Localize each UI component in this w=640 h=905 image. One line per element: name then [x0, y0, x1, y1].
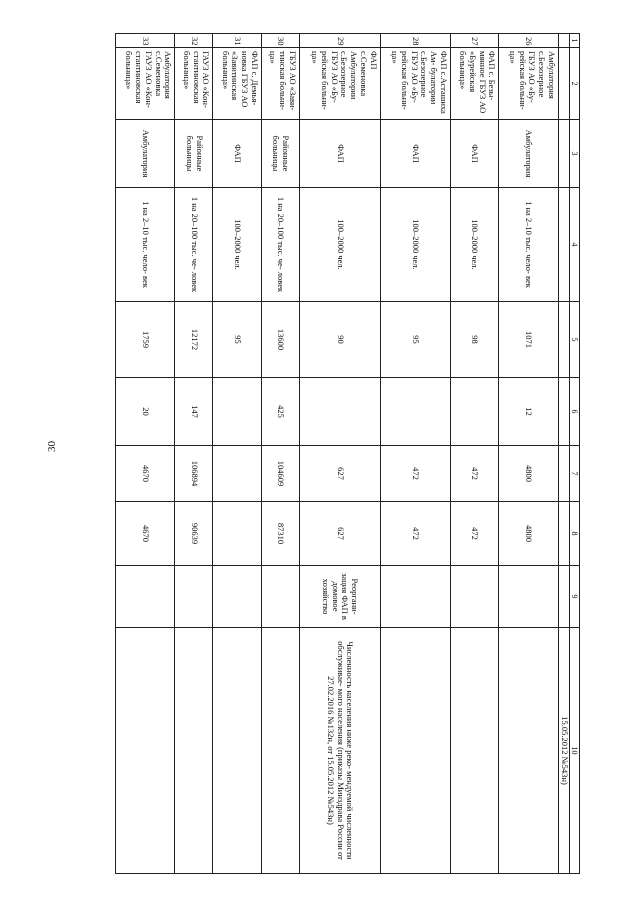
- value-col9: [450, 566, 499, 628]
- value-col8: 472: [380, 502, 450, 566]
- facility-norm: 1 на 20–100 тыс. че- ловек: [175, 188, 213, 302]
- col-header-10: 10: [569, 628, 579, 874]
- row-number: 31: [213, 34, 262, 48]
- col-header-9: 9: [569, 566, 579, 628]
- continuation-row: [558, 34, 569, 874]
- facility-type: Районные больницы: [261, 120, 299, 188]
- value-col7: 472: [450, 446, 499, 502]
- value-col5: 98: [450, 302, 499, 378]
- value-col9: [116, 566, 175, 628]
- value-col8: 627: [299, 502, 380, 566]
- row-number: 28: [380, 34, 450, 48]
- value-col5: 1759: [116, 302, 175, 378]
- facility-name: ГБУЗ АО «Зави- тинская больни- ца»: [261, 48, 299, 120]
- facility-name: Амбулатория с.Безозерное ГБУЗ АО «Бу- рейская больни- ца»: [499, 48, 558, 120]
- facility-name: ФАП с.Семеновка Амбулатории с.Безозерное ГБУЗ АО «Бу- рейская больни- ца»: [299, 48, 380, 120]
- facility-type: Районные больницы: [175, 120, 213, 188]
- col-header-3: 3: [569, 120, 579, 188]
- value-col10: [116, 628, 175, 874]
- value-col10: [450, 628, 499, 874]
- facility-norm: 100–2000 чел.: [213, 188, 262, 302]
- table-row: [213, 34, 262, 874]
- value-col6: 425: [261, 378, 299, 446]
- col-header-6: 6: [569, 378, 579, 446]
- value-col10: [213, 628, 262, 874]
- facility-norm: 100–2000 чел.: [450, 188, 499, 302]
- value-col7: 627: [299, 446, 380, 502]
- facility-type: ФАП: [380, 120, 450, 188]
- value-col8: 90639: [175, 502, 213, 566]
- value-col10: [261, 628, 299, 874]
- value-col7: 104609: [261, 446, 299, 502]
- facility-type: Амбулатория: [116, 120, 175, 188]
- value-col10: [499, 628, 558, 874]
- value-col10: [380, 628, 450, 874]
- facility-norm: 100–2000 чел.: [380, 188, 450, 302]
- facility-name: ФАП с.Асташиха Ам- булатории с.Безозерное ГБУЗ АО «Бу- рейская больни- ца»: [380, 48, 450, 120]
- value-col8: [213, 502, 262, 566]
- table-row: [380, 34, 450, 874]
- value-col7: 4800: [499, 446, 558, 502]
- value-col7: 106894: [175, 446, 213, 502]
- facility-name: ГАУЗ АО «Кон- стантиновская больница»: [175, 48, 213, 120]
- value-col6: [450, 378, 499, 446]
- value-col7: 472: [380, 446, 450, 502]
- value-col9: Реоргани- зация ФАП в домовое хозяйство: [299, 566, 380, 628]
- value-col9: [175, 566, 213, 628]
- col-header-8: 8: [569, 502, 579, 566]
- value-col5: 12172: [175, 302, 213, 378]
- row-number: 33: [116, 34, 175, 48]
- facility-name: Амбулатория с.Семеновка ГАУЗ АО «Кон- стантиновская больница»: [116, 48, 175, 120]
- table-row: [499, 34, 558, 874]
- col-header-2: 2: [569, 48, 579, 120]
- table-row: [450, 34, 499, 874]
- value-col6: 147: [175, 378, 213, 446]
- row-number: 27: [450, 34, 499, 48]
- rotated-table-container: [115, 33, 580, 873]
- facility-type: ФАП: [450, 120, 499, 188]
- table-row: [261, 34, 299, 874]
- value-col10: [175, 628, 213, 874]
- value-col6: [380, 378, 450, 446]
- value-col5: 95: [380, 302, 450, 378]
- value-col5: 13600: [261, 302, 299, 378]
- facilities-table: [115, 33, 580, 874]
- facility-type: Амбулатория: [499, 120, 558, 188]
- row-number: 26: [499, 34, 558, 48]
- value-col10: Численность населения ниже реко- мендуемой численности обслуживае- мого населения (приказы Минздрава России от 27.02.2016 №132н, от 15.05.2012 №543н): [299, 628, 380, 874]
- value-col9: [499, 566, 558, 628]
- col-header-7: 7: [569, 446, 579, 502]
- value-col7: [213, 446, 262, 502]
- value-col9: [261, 566, 299, 628]
- column-number-row: [569, 34, 579, 874]
- col-header-1: 1: [569, 34, 579, 48]
- value-col9: [213, 566, 262, 628]
- table-row: [116, 34, 175, 874]
- facility-norm: 100–2000 чел.: [299, 188, 380, 302]
- value-col9: [380, 566, 450, 628]
- value-col8: 87310: [261, 502, 299, 566]
- facility-norm: 1 на 2–10 тыс. чело- век: [116, 188, 175, 302]
- value-col6: 20: [116, 378, 175, 446]
- col-header-4: 4: [569, 188, 579, 302]
- continuation-text: 15.05.2012 №543н): [558, 628, 569, 874]
- page-number: 30: [46, 441, 58, 452]
- col-header-5: 5: [569, 302, 579, 378]
- value-col7: 4670: [116, 446, 175, 502]
- value-col6: [213, 378, 262, 446]
- table-row: [299, 34, 380, 874]
- value-col6: 12: [499, 378, 558, 446]
- value-col8: 4670: [116, 502, 175, 566]
- facility-type: ФАП: [213, 120, 262, 188]
- value-col8: 4800: [499, 502, 558, 566]
- row-number: 29: [299, 34, 380, 48]
- row-number: 32: [175, 34, 213, 48]
- facility-norm: 1 на 20–100 тыс. че- ловек: [261, 188, 299, 302]
- table-row: [175, 34, 213, 874]
- facility-type: ФАП: [299, 120, 380, 188]
- value-col8: 472: [450, 502, 499, 566]
- value-col5: 90: [299, 302, 380, 378]
- facility-name: ФАП с. Демья- новка ГБУЗ АО «Завитинская больница»: [213, 48, 262, 120]
- facility-norm: 1 на 2–10 тыс. чело- век: [499, 188, 558, 302]
- value-col5: 95: [213, 302, 262, 378]
- value-col5: 1071: [499, 302, 558, 378]
- value-col6: [299, 378, 380, 446]
- row-number: 30: [261, 34, 299, 48]
- facility-name: ФАП с. Безы- мянное ГБУЗ АО «Бурейская больница»: [450, 48, 499, 120]
